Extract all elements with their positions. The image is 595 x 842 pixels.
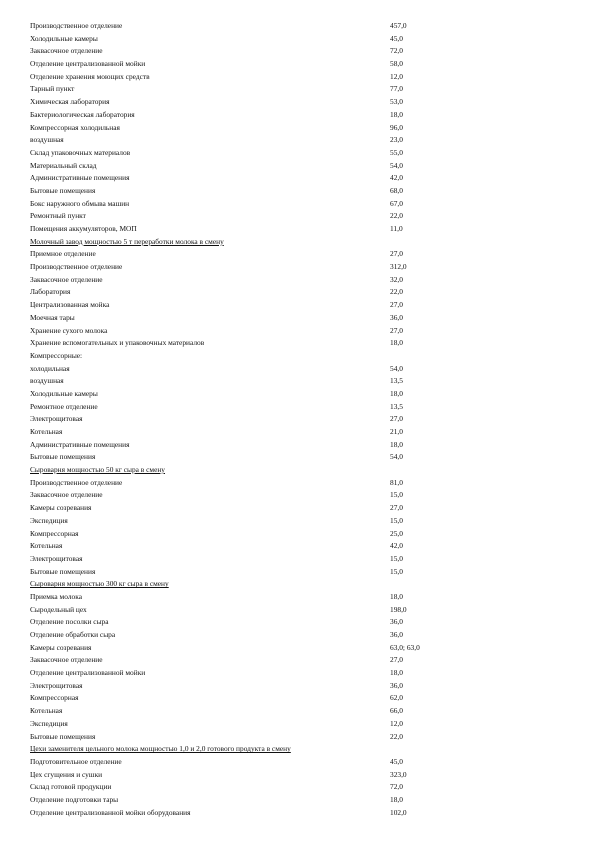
room-name: Заквасочное отделение <box>30 274 103 284</box>
area-value: 457,0 <box>390 21 407 30</box>
room-name: Бытовые помещения <box>30 185 96 195</box>
list-row <box>30 680 570 693</box>
area-value: 36,0 <box>390 630 403 639</box>
list-row <box>30 566 570 579</box>
room-name: Электрощитовая <box>30 414 83 424</box>
list-row <box>30 71 570 84</box>
list-row <box>30 477 570 490</box>
room-area-list <box>30 20 570 819</box>
area-value: 36,0 <box>390 680 403 690</box>
room-name: Подготовительное отделение <box>30 756 122 766</box>
room-name: Электрощитовая <box>30 680 83 690</box>
area-value: 18,0 <box>390 794 403 804</box>
area-value: 68,0 <box>390 185 403 195</box>
section-heading-text: Сыроварня мощностью 300 кг сыра в смену <box>30 579 169 589</box>
room-name: Приемное отделение <box>30 249 96 259</box>
area-value: 54,0 <box>390 452 403 462</box>
room-name: Приемка молока <box>30 591 82 601</box>
list-row <box>30 705 570 718</box>
list-row <box>30 286 570 299</box>
list-row <box>30 185 570 198</box>
list-row <box>30 807 570 820</box>
room-name: Помещения аккумуляторов, МОП <box>30 224 137 233</box>
list-row <box>30 83 570 96</box>
area-value: 62,0 <box>390 693 403 703</box>
list-row <box>30 489 570 502</box>
room-name: воздушная <box>30 376 64 386</box>
list-row <box>30 553 570 566</box>
area-value: 27,0 <box>390 655 403 665</box>
list-row <box>30 781 570 794</box>
section-heading-text: Цехи заменителя цельного молока мощностью 1,0 и 2,0 готового продукта в смену <box>30 744 291 754</box>
list-row <box>30 731 570 744</box>
room-name: Отделение централизованной мойки <box>30 59 146 69</box>
room-name: Отделение обработки сыра <box>30 630 116 639</box>
area-value: 27,0 <box>390 325 403 335</box>
list-row <box>30 172 570 185</box>
area-value: 22,0 <box>390 211 403 221</box>
list-row <box>30 718 570 731</box>
area-value: 27,0 <box>390 249 403 259</box>
room-name: Склад упаковочных материалов <box>30 147 131 157</box>
list-row <box>30 109 570 122</box>
room-name: Отделение подготовки тары <box>30 794 119 804</box>
list-row <box>30 515 570 528</box>
list-row <box>30 388 570 401</box>
area-value: 66,0 <box>390 706 403 716</box>
area-value: 12,0 <box>390 718 403 728</box>
list-row <box>30 642 570 655</box>
area-value: 53,0 <box>390 97 403 107</box>
area-value: 13,5 <box>390 401 403 411</box>
area-value: 15,0 <box>390 553 403 563</box>
list-row <box>30 160 570 173</box>
list-row <box>30 426 570 439</box>
room-name: Производственное отделение <box>30 262 123 272</box>
room-name: Холодильные камеры <box>30 388 98 398</box>
list-row <box>30 261 570 274</box>
room-name: Производственное отделение <box>30 477 123 487</box>
list-row <box>30 375 570 388</box>
area-value: 42,0 <box>390 173 403 183</box>
room-name: Химическая лаборатория <box>30 97 110 107</box>
section-heading <box>30 236 570 249</box>
room-name: Склад готовой продукции <box>30 782 112 792</box>
area-value: 67,0 <box>390 198 403 208</box>
room-name: Централизованная мойка <box>30 300 110 310</box>
area-value: 81,0 <box>390 477 403 487</box>
area-value: 25,0 <box>390 528 403 538</box>
room-name: Цех сгущения и сушки <box>30 769 103 779</box>
list-row <box>30 667 570 680</box>
list-row <box>30 96 570 109</box>
list-row <box>30 629 570 642</box>
area-value: 15,0 <box>390 566 403 576</box>
room-name: Котельная <box>30 427 63 436</box>
section-heading-text: Сыроварня мощностью 50 кг сыра в смену <box>30 465 166 475</box>
room-name: Компрессорная холодильная <box>30 122 120 132</box>
list-row <box>30 33 570 46</box>
list-row <box>30 210 570 223</box>
section-heading <box>30 743 570 756</box>
area-value: 27,0 <box>390 414 403 424</box>
area-value: 54,0 <box>390 363 403 373</box>
area-value: 323,0 <box>390 769 407 779</box>
room-name: Моечная тары <box>30 312 75 322</box>
room-name: Ремонтное отделение <box>30 401 98 411</box>
list-row <box>30 540 570 553</box>
list-row <box>30 350 570 363</box>
area-value: 27,0 <box>390 503 403 513</box>
area-value: 55,0 <box>390 147 403 157</box>
list-row <box>30 337 570 350</box>
list-row <box>30 439 570 452</box>
area-value: 22,0 <box>390 287 403 297</box>
area-value: 21,0 <box>390 427 403 436</box>
area-value: 23,0 <box>390 135 403 145</box>
room-name: Бокс наружного обмыва машин <box>30 198 130 208</box>
room-name: Отделение хранения моющих средств <box>30 71 150 81</box>
room-name: Камеры созревания <box>30 503 92 513</box>
list-row <box>30 794 570 807</box>
list-row <box>30 58 570 71</box>
room-name: Производственное отделение <box>30 21 123 30</box>
room-name: Компрессорная <box>30 528 79 538</box>
room-name: Отделение централизованной мойки оборудования <box>30 807 191 817</box>
area-value: 45,0 <box>390 33 403 43</box>
area-value: 13,5 <box>390 376 403 386</box>
room-name: Компрессорная <box>30 693 79 703</box>
list-row <box>30 274 570 287</box>
area-value: 18,0 <box>390 439 403 449</box>
list-row <box>30 616 570 629</box>
area-value: 15,0 <box>390 490 403 500</box>
list-row <box>30 692 570 705</box>
room-name: Бытовые помещения <box>30 731 96 741</box>
area-value: 18,0 <box>390 388 403 398</box>
room-name: воздушная <box>30 135 64 145</box>
list-row <box>30 451 570 464</box>
area-value: 32,0 <box>390 274 403 284</box>
list-row <box>30 147 570 160</box>
list-row <box>30 756 570 769</box>
room-name: Материальный склад <box>30 160 97 170</box>
room-name: Отделение посолки сыра <box>30 617 109 627</box>
area-value: 54,0 <box>390 160 403 170</box>
list-row <box>30 248 570 261</box>
area-value: 58,0 <box>390 59 403 69</box>
area-value: 12,0 <box>390 71 403 81</box>
room-name: Отделение централизованной мойки <box>30 668 146 678</box>
room-name: Котельная <box>30 706 63 716</box>
room-name: Камеры созревания <box>30 642 92 652</box>
room-name: Бытовые помещения <box>30 452 96 462</box>
list-row <box>30 198 570 211</box>
section-heading <box>30 464 570 477</box>
room-name: Компрессорные: <box>30 350 83 360</box>
area-value: 36,0 <box>390 312 403 322</box>
area-value: 102,0 <box>390 807 407 817</box>
area-value: 27,0 <box>390 300 403 310</box>
area-value: 11,0 <box>390 224 403 233</box>
area-value: 18,0 <box>390 591 403 601</box>
area-value: 72,0 <box>390 782 403 792</box>
area-value: 15,0 <box>390 515 403 525</box>
list-row <box>30 591 570 604</box>
list-row <box>30 413 570 426</box>
room-name: Электрощитовая <box>30 553 83 563</box>
room-name: Хранение сухого молока <box>30 325 108 335</box>
list-row <box>30 363 570 376</box>
list-row <box>30 325 570 338</box>
room-name: Холодильные камеры <box>30 33 98 43</box>
room-name: Лаборатория <box>30 287 71 297</box>
room-name: Котельная <box>30 541 63 551</box>
area-value: 96,0 <box>390 122 403 132</box>
room-name: Административные помещения <box>30 173 130 183</box>
list-row <box>30 223 570 236</box>
area-value: 18,0 <box>390 338 403 348</box>
list-row <box>30 401 570 414</box>
area-value: 36,0 <box>390 617 403 627</box>
room-name: Заквасочное отделение <box>30 46 103 56</box>
room-name: Экспедиция <box>30 718 68 728</box>
room-name: Экспедиция <box>30 515 68 525</box>
list-row <box>30 312 570 325</box>
list-row <box>30 134 570 147</box>
area-value: 198,0 <box>390 604 407 614</box>
list-row <box>30 20 570 33</box>
area-value: 63,0; 63,0 <box>390 642 420 652</box>
room-name: Тарный пункт <box>30 84 75 94</box>
section-heading <box>30 578 570 591</box>
section-heading-text: Молочный завод мощностью 5 т переработки молока в смену <box>30 236 224 246</box>
list-row <box>30 654 570 667</box>
list-row <box>30 45 570 58</box>
list-row <box>30 528 570 541</box>
room-name: холодильная <box>30 363 70 373</box>
area-value: 45,0 <box>390 756 403 766</box>
room-name: Хранение вспомогательных и упаковочных материалов <box>30 338 205 348</box>
area-value: 72,0 <box>390 46 403 56</box>
room-name: Заквасочное отделение <box>30 655 103 665</box>
room-name: Ремонтный пункт <box>30 211 86 221</box>
list-row <box>30 122 570 135</box>
room-name: Административные помещения <box>30 439 130 449</box>
list-row <box>30 604 570 617</box>
area-value: 18,0 <box>390 668 403 678</box>
room-name: Заквасочное отделение <box>30 490 103 500</box>
room-name: Бактериологическая лаборатория <box>30 109 135 119</box>
room-name: Бытовые помещения <box>30 566 96 576</box>
list-row <box>30 299 570 312</box>
area-value: 77,0 <box>390 84 403 94</box>
list-row <box>30 769 570 782</box>
list-row <box>30 502 570 515</box>
area-value: 18,0 <box>390 109 403 119</box>
room-name: Сыродельный цех <box>30 604 87 614</box>
area-value: 42,0 <box>390 541 403 551</box>
area-value: 312,0 <box>390 262 407 272</box>
area-value: 22,0 <box>390 731 403 741</box>
